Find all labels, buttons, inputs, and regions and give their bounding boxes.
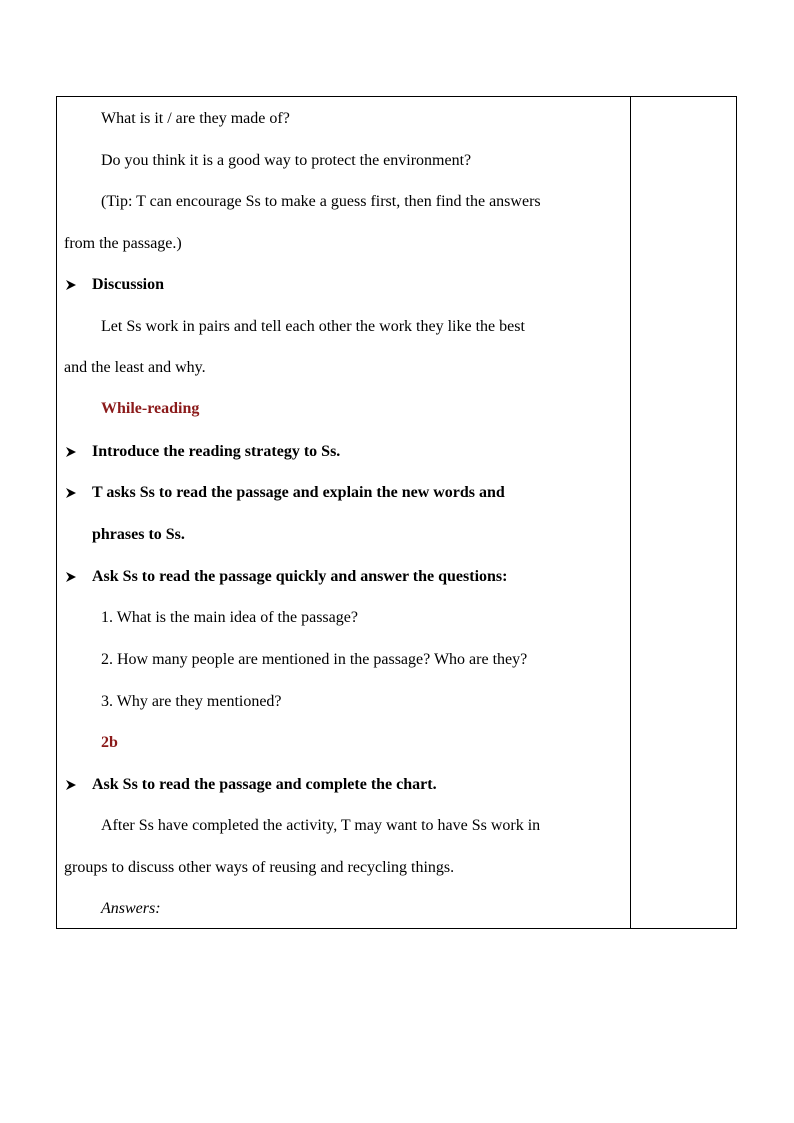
arrowhead-bullet-icon <box>65 275 81 295</box>
question-environment: Do you think it is a good way to protect the environment? <box>101 152 472 169</box>
question-2: 2. How many people are mentioned in the passage? Who are they? <box>101 651 528 668</box>
bullet-discussion: Discussion <box>92 276 165 293</box>
notes-cell <box>631 97 736 928</box>
discussion-text-continued: and the least and why. <box>64 359 206 376</box>
section-heading-2b: 2b <box>101 734 118 751</box>
bullet-new-words: T asks Ss to read the passage and explain the new words and <box>92 484 505 501</box>
bullet-complete-chart: Ask Ss to read the passage and complete the chart. <box>92 776 437 793</box>
question-1: 1. What is the main idea of the passage? <box>101 609 358 626</box>
arrowhead-bullet-icon <box>65 775 81 795</box>
lesson-plan-table <box>56 96 737 929</box>
bullet-new-words-continued: phrases to Ss. <box>92 526 185 543</box>
question-3: 3. Why are they mentioned? <box>101 693 282 710</box>
bullet-answer-questions: Ask Ss to read the passage quickly and answer the questions: <box>92 568 508 585</box>
question-material: What is it / are they made of? <box>101 110 290 127</box>
procedure-cell <box>57 97 630 928</box>
arrowhead-bullet-icon <box>65 442 81 462</box>
answers-label: Answers: <box>101 900 161 917</box>
discussion-text: Let Ss work in pairs and tell each other the work they like the best <box>101 318 525 335</box>
activity-text-continued: groups to discuss other ways of reusing and recycling things. <box>64 859 455 876</box>
tip-text-continued: from the passage.) <box>64 235 182 252</box>
tip-text: (Tip: T can encourage Ss to make a guess first, then find the answers <box>101 193 541 210</box>
section-heading-while-reading: While-reading <box>101 400 200 417</box>
arrowhead-bullet-icon <box>65 567 81 587</box>
bullet-reading-strategy: Introduce the reading strategy to Ss. <box>92 443 341 460</box>
arrowhead-bullet-icon <box>65 483 81 503</box>
activity-text: After Ss have completed the activity, T may want to have Ss work in <box>101 817 541 834</box>
